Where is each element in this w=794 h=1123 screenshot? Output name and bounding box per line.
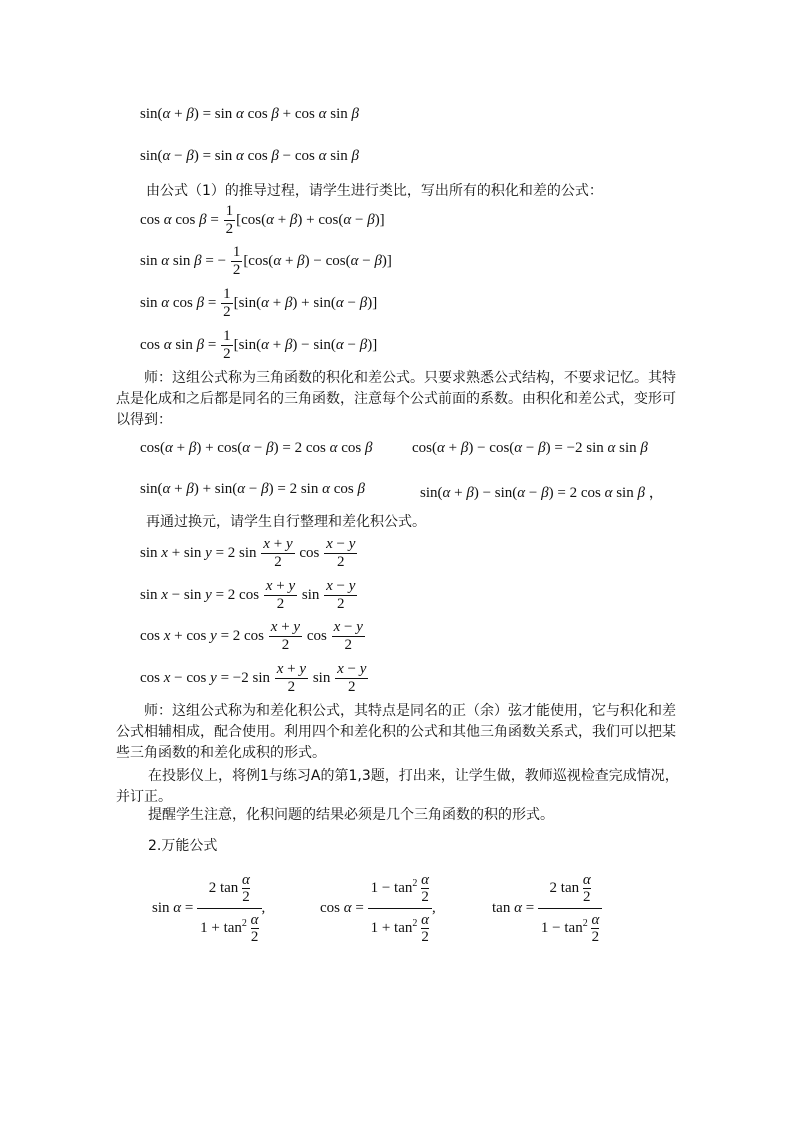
substitution-text: 再通过换元，请学生自行整理和差化积公式。 (146, 514, 426, 530)
formula-sin-diff: sin(α − β) = sin α cos β − cos α sin β (140, 148, 359, 164)
teacher-comment-2: 师：这组公式称为和差化积公式，其特点是同名的正（余）弦才能使用，它与积化和差公式相辅相成，配合使用。利用四个和差化积的公式和其他三角函数关系式，我们可以把某些三角函数的和差化成积的形式。 (116, 703, 676, 761)
formula-p2s-4: cos α sin β = $\frac{1}{2}$ [sin(α + β) − sin(α − β)] (140, 328, 378, 362)
section-heading-universal: 2.万能公式 (148, 838, 218, 854)
intro-text: 由公式（1）的推导过程，请学生进行类比，写出所有的积化和差的公式： (146, 183, 603, 199)
formula-p2s-3: sin α cos β = $\frac{1}{2}$ [sin(α + β) + sin(α − β)] (140, 286, 378, 320)
formula-p2s-1: cos α cos β = $\frac{1}{2}$ [cos(α + β) + cos(α − β)] (140, 203, 385, 237)
formula-var-1: cos(α + β) + cos(α − β) = 2 cos α cos β (140, 440, 373, 456)
teacher-comment-1: 师：这组公式称为三角函数的积化和差公式。只要求熟悉公式结构，不要求记忆。其特点是化成和之后都是同名的三角函数，注意每个公式前面的系数。由积化和差公式，变形可以得到： (116, 370, 676, 428)
reminder-text: 提醒学生注意，化积问题的结果必须是几个三角函数的积的形式。 (148, 807, 554, 823)
projector-text: 在投影仪上，将例1与练习A的第1,3题，打出来，让学生做，教师巡视检查完成情况，并订正。 (116, 768, 679, 805)
formula-sin-sum: sin(α + β) = sin α cos β + cos α sin β (140, 106, 359, 122)
formula-s2p-4: cos x − cos y = −2 sin $\frac{x + y}{2}$ sin $\frac{x - y}{2}$ (140, 661, 367, 695)
formula-universal-tan: tan α = 2 tan $\frac{\alpha}{2}$ $1 - \tan^2$ $\frac{\alpha}{2}$ (492, 872, 602, 945)
formula-var-2: cos(α + β) − cos(α − β) = −2 sin α sin β (412, 440, 648, 456)
formula-var-4: sin(α + β) − sin(α − β) = 2 cos α sin β ， (420, 485, 664, 501)
formula-s2p-3: cos x + cos y = 2 cos $\frac{x + y}{2}$ cos $\frac{x - y}{2}$ (140, 619, 363, 653)
formula-p2s-2: sin α sin β = − $\frac{1}{2}$ [cos(α + β) − cos(α − β)] (140, 244, 392, 278)
formula-s2p-1: sin x + sin y = 2 sin $\frac{x + y}{2}$ cos $\frac{x - y}{2}$ (140, 536, 356, 570)
formula-universal-cos: cos α = $1 - \tan^2$ $\frac{\alpha}{2}$ $1 + \tan^2$ $\frac{\alpha}{2}$ , (320, 872, 436, 945)
formula-s2p-2: sin x − sin y = 2 cos $\frac{x + y}{2}$ sin $\frac{x - y}{2}$ (140, 578, 356, 612)
formula-universal-sin: sin α = 2 tan $\frac{\alpha}{2}$ $1 + \tan^2$ $\frac{\alpha}{2}$ , (152, 872, 266, 945)
formula-var-3: sin(α + β) + sin(α − β) = 2 sin α cos β (140, 481, 365, 497)
